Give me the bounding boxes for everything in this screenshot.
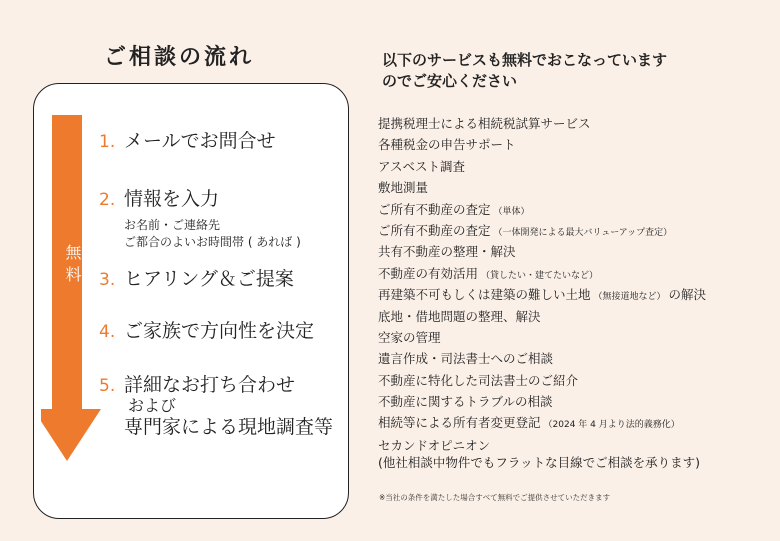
service-item — [378, 370, 706, 391]
service-item — [378, 348, 706, 369]
service-text: 不動産に特化した司法書士のご紹介 — [378, 372, 579, 388]
services-heading-line: のでご安心ください — [382, 72, 518, 90]
step-title-line: 詳細なお打ち合わせ — [124, 374, 296, 396]
free-label: 無料 — [63, 244, 82, 288]
service-text-line2: (他社相談中物件でもフラットな目線でご相談を承ります) — [378, 454, 701, 470]
service-text: 敷地測量 — [378, 180, 429, 196]
service-text: 不動産の有効活用 — [378, 265, 479, 281]
step-title-line: 専門家による現地調査等 — [124, 416, 334, 438]
service-item — [378, 391, 706, 412]
service-item — [378, 327, 706, 348]
service-item — [378, 284, 706, 305]
service-item — [378, 177, 706, 198]
service-text: 再建築不可もしくは建築の難しい土地 — [378, 287, 591, 303]
service-note: （一体開発による最大バリューアップ査定） — [493, 227, 673, 238]
step-number: 4. — [99, 322, 116, 342]
flow-arrow-shape — [41, 115, 101, 461]
service-text: 空家の管理 — [378, 329, 441, 345]
service-item — [378, 134, 706, 155]
service-note: （2024 年 4 月より法的義務化） — [543, 420, 680, 431]
service-item — [378, 156, 706, 177]
step-title: ヒアリング＆ご提案 — [124, 268, 294, 290]
step-number: 5. — [99, 376, 116, 396]
step-number: 3. — [99, 270, 116, 290]
services-heading-line: 以下のサービスも無料でおこなっています — [382, 51, 668, 69]
service-note: （単体） — [493, 206, 530, 217]
service-text: ご所有不動産の査定 — [378, 222, 491, 238]
service-item — [378, 220, 706, 241]
services-heading — [382, 50, 667, 92]
service-text: 底地・借地問題の整理、解決 — [378, 308, 541, 324]
service-note: （貸したい・建てたいなど） — [481, 270, 599, 281]
service-item — [378, 263, 706, 284]
step-detail: お名前・ご連絡先 — [124, 218, 221, 232]
service-text: 相続等による所有者変更登記 — [378, 415, 541, 431]
service-item — [378, 412, 706, 433]
service-text: セカンドオピニオン — [378, 437, 491, 453]
service-item — [378, 113, 706, 134]
service-item — [378, 434, 706, 471]
service-item — [378, 241, 706, 262]
step-detail: ご都合のよいお時間帯 ( あれば ) — [124, 235, 301, 249]
service-text: ご所有不動産の査定 — [378, 201, 491, 217]
service-note: （無接道地など） — [593, 292, 666, 303]
service-item — [378, 199, 706, 220]
service-text: 不動産に関するトラブルの相談 — [378, 394, 553, 410]
flow-title: ご相談の流れ — [104, 45, 255, 70]
footnote: ※当社の条件を満たした場合すべて無料でご提供させていただきます — [379, 493, 611, 502]
service-text: 提携税理士による相続税試算サービス — [378, 116, 591, 131]
service-text: 各種税金の申告サポート — [378, 137, 516, 153]
step-title: 情報を入力 — [124, 188, 220, 210]
step-number: 1. — [99, 132, 116, 152]
step-title: メールでお問合せ — [124, 130, 276, 152]
step-title — [124, 373, 333, 439]
step-title-line: および — [128, 396, 177, 415]
service-tail: の解決 — [668, 287, 707, 303]
service-text: 共有不動産の整理・解決 — [378, 244, 516, 260]
flow-arrow — [41, 115, 101, 463]
service-text: 遺言作成・司法書士へのご相談 — [378, 351, 554, 367]
step-title: ご家族で方向性を決定 — [124, 320, 315, 342]
service-item — [378, 306, 706, 327]
services-list — [378, 113, 706, 471]
service-text: アスベスト調査 — [378, 158, 466, 174]
step-number: 2. — [99, 190, 116, 210]
